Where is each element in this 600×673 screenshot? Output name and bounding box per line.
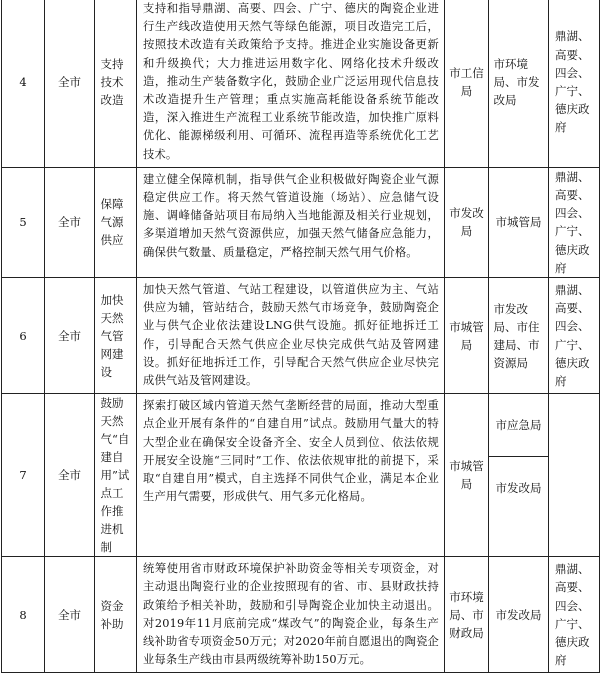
measure-name: 支持技术改造: [100, 56, 124, 107]
row-number: 7: [2, 394, 45, 557]
scope-cell: 全市: [45, 557, 95, 673]
responsible-unit: 鼎湖、高要、四会、广宁、德庆政府: [555, 169, 590, 275]
lead-unit: 市城管局: [449, 459, 484, 492]
measure-name: 保障气源供应: [100, 197, 124, 248]
table-row: [2, 394, 600, 557]
row-number: 8: [2, 557, 45, 673]
coop-unit: 市环境局、市发改局: [493, 56, 540, 107]
table-row: [2, 278, 600, 394]
lead-unit: 市环境局、市财政局: [449, 589, 484, 640]
row-number: 5: [2, 167, 45, 277]
lead-unit: 市工信局: [449, 65, 484, 98]
lead-unit: 市城管局: [449, 319, 484, 352]
table-row: [2, 0, 600, 167]
table-row: [2, 167, 600, 277]
coop-unit: 市发改局: [495, 607, 542, 622]
measure-name: 加快天然气管网建设: [100, 292, 124, 379]
coop-unit: 市发改局: [489, 456, 548, 519]
coop-unit: 市城管局: [495, 215, 542, 230]
coop-unit: 市应急局: [495, 418, 542, 433]
coop-unit: 市发改局、市住建局、市资源局: [493, 301, 540, 370]
responsible-unit: 鼎湖、高要、四会、广宁、德庆政府: [555, 562, 590, 668]
measure-description: 加快天然气管道、气站工程建设，以管道供应为主、气站供应为辅，管站结合，鼓励天然气市场竞争，鼓励陶瓷企业与供气企业依法建设LNG供气设施。抓好征地拆迁工作，引导配合天然气供应企业尽快完成供气站及管网建设。抓好征地拆迁工作，引导配合天然气供应企业尽快完成供气站及管网建设。: [137, 278, 445, 394]
measure-description: 建立健全保障机制，指导供气企业积极做好陶瓷企业气源稳定供应工作。将天然气管道设施（场站）、应急储气设施、调峰储备站项目布局纳入当地能源及相关行业规划，多渠道增加天然气资源供应，加强天然气储备应急能力，确保供气数量、质量稳定，严格控制天然气用气价格。: [137, 167, 445, 277]
measure-name: 鼓励天然气“自建自用”试点工作推进机制: [100, 396, 130, 555]
measure-description: 支持和指导鼎湖、高要、四会、广宁、德庆的陶瓷企业进行生产线改造使用天然气等绿色能源，项目改造完工后，按照技术改造有关政策给予支持。推进企业实施设备更新和升级换代；大力推进运用数字化、网络化技术升级改造，推动生产装备数字化，鼓励企业广泛运用现代信息技术改造提升生产管理；重点实施高耗能设备系统节能改造，深入推进生产流程工业系统节能改造，加快推广原料优化、能源梯级利用、可循环、流程再造等系统优化工艺技术。: [137, 0, 445, 167]
measure-description: 探索打破区域内管道天然气垄断经营的局面，推动大型重点企业开展有条件的“自建自用”试点。鼓励用气量大的特大型企业在确保安全设备齐全、安全人员到位、依法依规开展安全设施“三同时”工作、依法依规审批的前提下，采取“自建自用”模式，自主选择不同供气企业，满足本企业生产用气需要，形成供气、用气多元化格局。: [137, 394, 445, 557]
coop-unit-split: [489, 394, 548, 556]
lead-unit: 市发改局: [449, 206, 484, 239]
row-number: 4: [2, 0, 45, 167]
scope-cell: 全市: [45, 0, 95, 167]
measures-table: [1, 0, 600, 673]
scope-cell: 全市: [45, 394, 95, 557]
row-number: 6: [2, 278, 45, 394]
scope-cell: 全市: [45, 278, 95, 394]
table-row: [2, 557, 600, 673]
measure-name: 资金补助: [100, 598, 124, 631]
responsible-unit: 鼎湖、高要、四会、广宁、德庆政府: [555, 29, 590, 135]
measure-description: 统筹使用省市财政环境保护补助资金等相关专项资金，对主动退出陶瓷行业的企业按照现有的省、市、县财政扶持政策给予相关补助，鼓励和引导陶瓷企业加快主动退出。对2019年11月底前完成“煤改气”的陶瓷企业，每条生产线补助省专项资金50万元；对2020年前自愿退出的陶瓷企业每条生产线由市县两级统筹补助150万元。: [137, 557, 445, 673]
scope-cell: 全市: [45, 167, 95, 277]
responsible-unit: 鼎湖、高要、四会、广宁、德庆政府: [555, 283, 590, 389]
